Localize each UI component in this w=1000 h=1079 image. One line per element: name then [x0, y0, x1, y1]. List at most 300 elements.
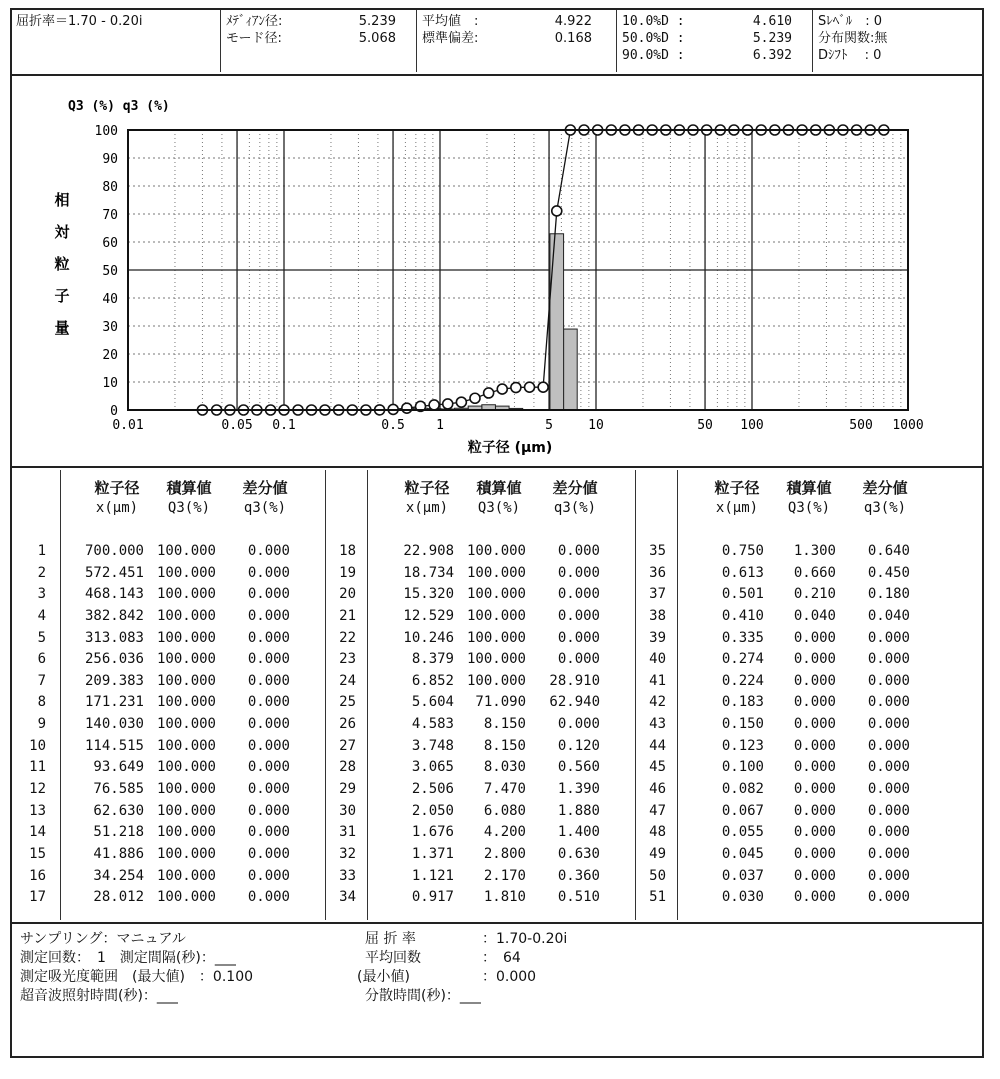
differential-value: 0.360 — [557, 867, 600, 884]
refractive-index-value: ：1.70-0.20i — [482, 931, 568, 947]
row-index: 26 — [339, 716, 356, 733]
row-index: 23 — [339, 651, 356, 668]
particle-size: 2.506 — [411, 781, 454, 798]
differential-value: 0.000 — [247, 629, 290, 646]
row-index: 13 — [29, 802, 46, 819]
column-header — [702, 478, 772, 518]
differential-value: 0.000 — [867, 867, 910, 884]
column-header-unit: q3(%) — [553, 500, 597, 516]
table-row — [0, 541, 980, 563]
cumulative-value: 100.000 — [156, 607, 216, 624]
particle-size: 10.246 — [403, 629, 454, 646]
cumulative-value: 0.000 — [793, 629, 836, 646]
particle-size: 2.050 — [411, 802, 454, 819]
d90-value: 6.392 — [752, 48, 792, 63]
row-index: 50 — [649, 867, 666, 884]
cumulative-value: 100.000 — [156, 781, 216, 798]
cumulative-point — [525, 382, 535, 392]
row-index: 22 — [339, 629, 356, 646]
particle-size: 1.371 — [411, 845, 454, 862]
y-tick-label: 100 — [94, 124, 118, 139]
row-index: 24 — [339, 672, 356, 689]
particle-size: 0.224 — [721, 672, 764, 689]
cumulative-value: 0.040 — [793, 607, 836, 624]
mode-label: モード径: — [226, 31, 282, 46]
differential-value: 0.000 — [247, 564, 290, 581]
row-index: 27 — [339, 737, 356, 754]
row-index: 31 — [339, 824, 356, 841]
cumulative-value: 100.000 — [466, 564, 526, 581]
cumulative-point — [470, 393, 480, 403]
x-tick-label: 0.05 — [221, 418, 253, 433]
cumulative-value: 100.000 — [466, 672, 526, 689]
differential-value: 0.000 — [867, 651, 910, 668]
particle-size: 171.231 — [84, 694, 144, 711]
column-header — [540, 478, 610, 518]
d90-label: 90.0%D : — [622, 48, 685, 63]
min-value: ：0.000 — [482, 969, 537, 985]
differential-value: 0.000 — [867, 759, 910, 776]
y-axis-label — [54, 191, 70, 337]
min-value-label: (最小値) — [357, 969, 410, 985]
mean-label: 平均値 : — [422, 14, 479, 29]
column-header — [850, 478, 920, 518]
particle-size: 0.917 — [411, 889, 454, 906]
y-tick-label: 30 — [102, 320, 118, 335]
particle-size: 15.320 — [403, 586, 454, 603]
cumulative-value: 8.150 — [483, 737, 526, 754]
y-axis-label-char: 子 — [54, 287, 70, 305]
row-index: 11 — [29, 759, 46, 776]
cumulative-value: 100.000 — [156, 651, 216, 668]
differential-value: 0.000 — [867, 672, 910, 689]
y-axis-label-char: 相 — [54, 191, 70, 209]
row-index: 21 — [339, 607, 356, 624]
table-row — [0, 563, 980, 585]
differential-value: 0.000 — [557, 629, 600, 646]
d-shift: Dｼﾌﾄ : 0 — [818, 48, 882, 63]
particle-size: 4.583 — [411, 716, 454, 733]
x-tick-label: 50 — [697, 418, 713, 433]
cumulative-point — [511, 383, 521, 393]
row-index: 34 — [339, 889, 356, 906]
cumulative-value: 0.000 — [793, 781, 836, 798]
table-row — [0, 887, 980, 909]
cumulative-point — [443, 399, 453, 409]
row-index: 17 — [29, 889, 46, 906]
s-level: Sﾚﾍﾞﾙ : 0 — [818, 14, 883, 29]
average-count-value: ： 64 — [482, 950, 521, 966]
particle-size: 0.274 — [721, 651, 764, 668]
differential-value: 0.000 — [557, 543, 600, 559]
row-index: 3 — [37, 586, 46, 603]
x-tick-label: 5 — [545, 418, 553, 433]
cumulative-value: 0.000 — [793, 737, 836, 754]
row-index: 42 — [649, 694, 666, 711]
table-row — [0, 801, 980, 823]
differential-value: 0.000 — [247, 802, 290, 819]
particle-size: 209.383 — [84, 672, 144, 689]
y-tick-label: 40 — [102, 292, 118, 307]
x-tick-label: 500 — [849, 418, 873, 433]
particle-size: 0.030 — [721, 889, 764, 906]
row-index: 45 — [649, 759, 666, 776]
cumulative-value: 2.170 — [483, 867, 526, 884]
y-tick-label: 60 — [102, 236, 118, 251]
particle-size: 114.515 — [84, 737, 144, 754]
row-index: 33 — [339, 867, 356, 884]
cumulative-value: 100.000 — [156, 802, 216, 819]
particle-size: 313.083 — [84, 629, 144, 646]
cumulative-value: 0.000 — [793, 716, 836, 733]
row-index: 15 — [29, 845, 46, 862]
differential-value: 0.000 — [247, 607, 290, 624]
particle-size: 0.613 — [721, 564, 764, 581]
column-header-title: 差分値 — [862, 479, 908, 497]
column-header — [230, 478, 300, 518]
cumulative-value: 8.030 — [483, 759, 526, 776]
differential-value: 0.000 — [247, 543, 290, 559]
row-index: 30 — [339, 802, 356, 819]
y-tick-label: 90 — [102, 152, 118, 167]
table-row — [0, 584, 980, 606]
y-tick-label: 80 — [102, 180, 118, 195]
cumulative-value: 4.200 — [483, 824, 526, 841]
cumulative-value: 100.000 — [466, 543, 526, 559]
cumulative-value: 7.470 — [483, 781, 526, 798]
particle-size: 51.218 — [93, 824, 144, 841]
column-header-title: 差分値 — [242, 479, 288, 497]
cumulative-value: 1.300 — [793, 543, 836, 559]
cumulative-point — [538, 382, 548, 392]
differential-value: 62.940 — [549, 694, 600, 711]
x-axis-label: 粒子径 (μm) — [467, 440, 553, 456]
cumulative-point — [497, 384, 507, 394]
differential-value: 0.000 — [247, 694, 290, 711]
table-row — [0, 692, 980, 714]
y-axis-label-char: 対 — [54, 223, 70, 241]
row-index: 39 — [649, 629, 666, 646]
cumulative-value: 0.000 — [793, 759, 836, 776]
row-index: 16 — [29, 867, 46, 884]
differential-value: 0.120 — [557, 737, 600, 754]
differential-value: 0.000 — [867, 694, 910, 711]
table-row — [0, 844, 980, 866]
cumulative-point — [429, 400, 439, 410]
row-index: 5 — [37, 629, 46, 646]
cumulative-value: 100.000 — [156, 889, 216, 906]
row-index: 7 — [37, 672, 46, 689]
row-index: 4 — [37, 607, 46, 624]
d10-label: 10.0%D : — [622, 14, 685, 29]
row-index: 37 — [649, 586, 666, 603]
cumulative-value: 0.210 — [793, 586, 836, 603]
measure-count: 測定回数： 1 測定間隔(秒)：___ — [20, 950, 236, 966]
row-index: 46 — [649, 781, 666, 798]
column-header — [154, 478, 224, 518]
row-index: 10 — [29, 737, 46, 754]
particle-size: 22.908 — [403, 543, 454, 559]
differential-value: 0.000 — [247, 651, 290, 668]
cumulative-value: 100.000 — [156, 716, 216, 733]
table-row — [0, 866, 980, 888]
cumulative-value: 0.660 — [793, 564, 836, 581]
row-index: 38 — [649, 607, 666, 624]
differential-value: 0.000 — [557, 716, 600, 733]
differential-value: 1.390 — [557, 781, 600, 798]
particle-size: 3.748 — [411, 737, 454, 754]
cumulative-point — [402, 403, 412, 413]
particle-size: 8.379 — [411, 651, 454, 668]
refractive-index: 屈折率＝1.70 - 0.20i — [16, 14, 143, 29]
y-axis-label-char: 粒 — [54, 255, 70, 273]
row-index: 35 — [649, 543, 666, 559]
differential-value: 0.000 — [247, 586, 290, 603]
differential-value: 0.000 — [867, 845, 910, 862]
differential-value: 0.000 — [247, 759, 290, 776]
row-index: 6 — [37, 651, 46, 668]
ultrasonic-time: 超音波照射時間(秒)：___ — [20, 988, 178, 1004]
d10-value: 4.610 — [752, 14, 792, 29]
differential-value: 0.450 — [867, 564, 910, 581]
column-header-unit: x(μm) — [95, 500, 139, 516]
table-block — [0, 541, 980, 909]
column-header — [464, 478, 534, 518]
table-row — [0, 649, 980, 671]
cumulative-value: 100.000 — [156, 586, 216, 603]
differential-value: 0.000 — [247, 781, 290, 798]
particle-size: 0.150 — [721, 716, 764, 733]
y-tick-label: 20 — [102, 348, 118, 363]
table-row — [0, 628, 980, 650]
cumulative-value: 0.000 — [793, 672, 836, 689]
particle-size: 0.045 — [721, 845, 764, 862]
differential-value: 0.000 — [557, 586, 600, 603]
stddev-value: 0.168 — [554, 31, 592, 46]
table-row — [0, 757, 980, 779]
cumulative-value: 100.000 — [156, 543, 216, 559]
row-index: 12 — [29, 781, 46, 798]
y-tick-label: 0 — [110, 404, 118, 419]
differential-value: 0.000 — [247, 845, 290, 862]
differential-value: 28.910 — [549, 672, 600, 689]
particle-size: 41.886 — [93, 845, 144, 862]
row-index: 19 — [339, 564, 356, 581]
x-tick-label: 0.01 — [112, 418, 144, 433]
refractive-index-label: 屈 折 率 — [365, 931, 416, 947]
y-tick-label: 10 — [102, 376, 118, 391]
particle-size: 0.055 — [721, 824, 764, 841]
particle-size: 0.082 — [721, 781, 764, 798]
differential-value: 0.640 — [867, 543, 910, 559]
cumulative-value: 100.000 — [466, 651, 526, 668]
differential-value: 0.000 — [867, 889, 910, 906]
row-index: 14 — [29, 824, 46, 841]
cumulative-point — [552, 206, 562, 216]
differential-bar — [550, 234, 564, 410]
differential-value: 0.000 — [557, 607, 600, 624]
cumulative-value: 0.000 — [793, 802, 836, 819]
differential-value: 0.000 — [247, 867, 290, 884]
column-header-title: 粒子径 — [94, 479, 140, 497]
row-index: 40 — [649, 651, 666, 668]
median-value: 5.239 — [358, 14, 396, 29]
differential-value: 0.000 — [867, 737, 910, 754]
differential-value: 0.000 — [867, 716, 910, 733]
particle-size: 28.012 — [93, 889, 144, 906]
differential-value: 0.560 — [557, 759, 600, 776]
cumulative-value: 100.000 — [466, 586, 526, 603]
particle-size: 5.604 — [411, 694, 454, 711]
cumulative-point — [456, 397, 466, 407]
row-index: 18 — [339, 543, 356, 559]
mean-value: 4.922 — [554, 14, 592, 29]
y-tick-labels — [95, 124, 118, 419]
column-header-title: 粒子径 — [714, 479, 760, 497]
column-header — [82, 478, 152, 518]
average-count-label: 平均回数 — [365, 950, 421, 966]
particle-size: 700.000 — [84, 543, 144, 559]
differential-value: 0.000 — [867, 802, 910, 819]
row-index: 25 — [339, 694, 356, 711]
median-label: ﾒﾃﾞｨｱﾝ径: — [226, 14, 283, 29]
cumulative-value: 71.090 — [475, 694, 526, 711]
cumulative-value: 100.000 — [156, 845, 216, 862]
column-header — [392, 478, 462, 518]
particle-size: 382.842 — [84, 607, 144, 624]
row-index: 28 — [339, 759, 356, 776]
cumulative-value: 6.080 — [483, 802, 526, 819]
cumulative-value: 0.000 — [793, 845, 836, 862]
differential-bar — [564, 329, 578, 410]
cumulative-value: 100.000 — [156, 694, 216, 711]
cumulative-value: 100.000 — [156, 564, 216, 581]
particle-size: 0.501 — [721, 586, 764, 603]
particle-size: 0.183 — [721, 694, 764, 711]
row-index: 44 — [649, 737, 666, 754]
row-index: 36 — [649, 564, 666, 581]
differential-value: 0.630 — [557, 845, 600, 862]
x-tick-labels — [112, 418, 923, 433]
cumulative-value: 8.150 — [483, 716, 526, 733]
differential-value: 0.000 — [247, 716, 290, 733]
differential-value: 0.000 — [247, 889, 290, 906]
column-header-unit: x(μm) — [715, 500, 759, 516]
y-tick-label: 50 — [102, 264, 118, 279]
column-header-title: 積算値 — [476, 479, 522, 497]
particle-size: 34.254 — [93, 867, 144, 884]
cumulative-value: 2.800 — [483, 845, 526, 862]
cumulative-point — [484, 388, 494, 398]
differential-value: 1.880 — [557, 802, 600, 819]
cumulative-value: 100.000 — [156, 737, 216, 754]
row-index: 29 — [339, 781, 356, 798]
particle-size: 140.030 — [84, 716, 144, 733]
table-row — [0, 606, 980, 628]
particle-size: 572.451 — [84, 564, 144, 581]
particle-size: 3.065 — [411, 759, 454, 776]
row-index: 41 — [649, 672, 666, 689]
row-index: 49 — [649, 845, 666, 862]
column-header-unit: Q3(%) — [787, 500, 831, 516]
row-index: 32 — [339, 845, 356, 862]
differential-value: 0.000 — [867, 781, 910, 798]
x-tick-label: 1000 — [892, 418, 924, 433]
particle-size: 0.123 — [721, 737, 764, 754]
column-header-unit: x(μm) — [405, 500, 449, 516]
cumulative-value: 1.810 — [483, 889, 526, 906]
table-row — [0, 714, 980, 736]
particle-size: 18.734 — [403, 564, 454, 581]
x-tick-label: 0.1 — [272, 418, 296, 433]
differential-value: 0.180 — [867, 586, 910, 603]
distribution-function: 分布関数:無 — [818, 31, 888, 46]
column-header-unit: Q3(%) — [477, 500, 521, 516]
differential-value: 0.040 — [867, 607, 910, 624]
row-index: 1 — [37, 543, 46, 559]
row-index: 51 — [649, 889, 666, 906]
cumulative-value: 0.000 — [793, 694, 836, 711]
dispersion-time: 分散時間(秒)：___ — [365, 988, 481, 1004]
particle-size: 0.335 — [721, 629, 764, 646]
table-row — [0, 671, 980, 693]
cumulative-value: 0.000 — [793, 889, 836, 906]
particle-size: 76.585 — [93, 781, 144, 798]
particle-size: 1.121 — [411, 867, 454, 884]
particle-size: 93.649 — [93, 759, 144, 776]
column-header-title: 積算値 — [166, 479, 212, 497]
differential-value: 0.000 — [247, 737, 290, 754]
cumulative-value: 100.000 — [156, 824, 216, 841]
table-row — [0, 779, 980, 801]
x-tick-label: 1 — [436, 418, 444, 433]
cumulative-value: 100.000 — [156, 867, 216, 884]
mode-value: 5.068 — [358, 31, 396, 46]
row-index: 9 — [37, 716, 46, 733]
cumulative-value: 100.000 — [156, 759, 216, 776]
cumulative-value: 0.000 — [793, 651, 836, 668]
row-index: 43 — [649, 716, 666, 733]
particle-size: 12.529 — [403, 607, 454, 624]
sampling-mode: サンプリング：マニュアル — [20, 931, 186, 947]
cumulative-value: 0.000 — [793, 824, 836, 841]
absorbance-range: 測定吸光度範囲 (最大値) ：0.100 — [20, 969, 254, 985]
differential-value: 0.000 — [557, 564, 600, 581]
row-index: 20 — [339, 586, 356, 603]
row-index: 8 — [37, 694, 46, 711]
differential-value: 0.000 — [247, 672, 290, 689]
particle-size: 0.750 — [721, 543, 764, 559]
column-header-unit: Q3(%) — [167, 500, 211, 516]
particle-size: 0.067 — [721, 802, 764, 819]
d50-label: 50.0%D : — [622, 31, 685, 46]
y-series-label: Q3 (%) q3 (%) — [68, 99, 170, 114]
x-tick-label: 0.5 — [381, 418, 405, 433]
differential-value: 0.000 — [247, 824, 290, 841]
row-index: 2 — [37, 564, 46, 581]
table-row — [0, 736, 980, 758]
particle-size: 468.143 — [84, 586, 144, 603]
column-header-title: 積算値 — [786, 479, 832, 497]
column-header-title: 粒子径 — [404, 479, 450, 497]
cumulative-value: 100.000 — [156, 629, 216, 646]
cumulative-value: 100.000 — [156, 672, 216, 689]
particle-size: 0.037 — [721, 867, 764, 884]
d50-value: 5.239 — [752, 31, 792, 46]
y-tick-label: 70 — [102, 208, 118, 223]
particle-size: 0.100 — [721, 759, 764, 776]
row-index: 48 — [649, 824, 666, 841]
